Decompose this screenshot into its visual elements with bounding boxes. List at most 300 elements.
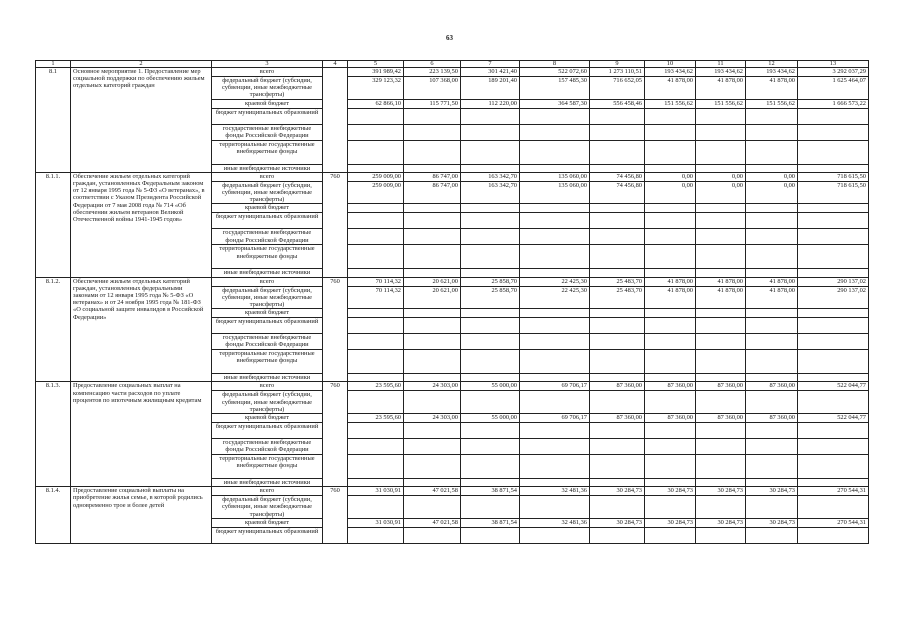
amount-cell: 86 747,00 [404, 181, 461, 204]
amount-cell: 718 615,50 [798, 172, 869, 181]
amount-cell [645, 108, 696, 124]
funding-source-label: территориальные государственные внебюджетные фонды [212, 455, 323, 479]
amount-cell [696, 108, 746, 124]
funding-source-label: краевой бюджет [212, 518, 323, 527]
amount-cell [520, 245, 590, 269]
amount-cell: 30 284,73 [645, 487, 696, 496]
section-col4-code: 760 [323, 487, 348, 544]
amount-cell [798, 318, 869, 334]
amount-cell [696, 527, 746, 543]
amount-cell [520, 455, 590, 479]
column-header: 6 [404, 61, 461, 68]
amount-cell [645, 204, 696, 213]
amount-cell [645, 318, 696, 334]
amount-cell [645, 350, 696, 374]
amount-cell: 556 458,46 [590, 99, 645, 108]
amount-cell: 38 871,54 [461, 518, 520, 527]
amount-cell: 41 878,00 [645, 277, 696, 286]
amount-cell: 290 137,02 [798, 277, 869, 286]
budget-table-body [36, 68, 869, 544]
amount-cell [696, 479, 746, 487]
section-title: Основное мероприятие 1. Предоставление мер социальной поддержки по обеспечению жильем отдельных категорий граждан [71, 68, 212, 173]
amount-cell [590, 124, 645, 140]
amount-cell [645, 245, 696, 269]
amount-cell [645, 213, 696, 229]
amount-cell: 290 137,02 [798, 286, 869, 309]
amount-cell: 32 481,36 [520, 487, 590, 496]
amount-cell [404, 423, 461, 439]
amount-cell [520, 108, 590, 124]
amount-cell [404, 334, 461, 350]
amount-cell [746, 108, 798, 124]
amount-cell [746, 124, 798, 140]
amount-cell [696, 374, 746, 382]
amount-cell [590, 164, 645, 172]
amount-cell: 87 360,00 [590, 414, 645, 423]
funding-source-label: территориальные государственные внебюджетные фонды [212, 140, 323, 164]
amount-cell [590, 108, 645, 124]
amount-cell [348, 423, 404, 439]
amount-cell: 189 201,40 [461, 77, 520, 100]
amount-cell [746, 245, 798, 269]
amount-cell: 20 621,00 [404, 277, 461, 286]
amount-cell [590, 496, 645, 519]
amount-cell [798, 229, 869, 245]
amount-cell [746, 391, 798, 414]
funding-source-label: краевой бюджет [212, 414, 323, 423]
funding-source-label: государственные внебюджетные фонды Российской Федерации [212, 229, 323, 245]
amount-cell [696, 229, 746, 245]
amount-cell [348, 374, 404, 382]
amount-cell: 0,00 [645, 172, 696, 181]
amount-cell [348, 496, 404, 519]
amount-cell: 87 360,00 [696, 382, 746, 391]
amount-cell [645, 391, 696, 414]
amount-cell [348, 309, 404, 318]
amount-cell: 32 481,36 [520, 518, 590, 527]
amount-cell [798, 496, 869, 519]
amount-cell: 31 030,91 [348, 518, 404, 527]
funding-source-label: иные внебюджетные источники [212, 374, 323, 382]
amount-cell: 30 284,73 [696, 487, 746, 496]
amount-cell [798, 423, 869, 439]
amount-cell [798, 309, 869, 318]
amount-cell: 23 595,60 [348, 382, 404, 391]
funding-source-label: бюджет муниципальных образований [212, 213, 323, 229]
amount-cell: 522 044,77 [798, 382, 869, 391]
amount-cell [461, 455, 520, 479]
amount-cell [461, 245, 520, 269]
amount-cell: 70 114,32 [348, 286, 404, 309]
amount-cell [520, 213, 590, 229]
amount-cell [746, 204, 798, 213]
funding-source-label: государственные внебюджетные фонды Российской Федерации [212, 439, 323, 455]
amount-cell: 41 878,00 [746, 277, 798, 286]
amount-cell [696, 439, 746, 455]
amount-cell [348, 391, 404, 414]
amount-cell [348, 439, 404, 455]
amount-cell [404, 527, 461, 543]
amount-cell: 259 009,00 [348, 172, 404, 181]
amount-cell: 157 485,30 [520, 77, 590, 100]
amount-cell [404, 108, 461, 124]
amount-cell [520, 140, 590, 164]
amount-cell: 1 625 464,07 [798, 77, 869, 100]
amount-cell [746, 140, 798, 164]
column-header: 13 [798, 61, 869, 68]
amount-cell [461, 269, 520, 277]
funding-source-label: территориальные государственные внебюджетные фонды [212, 350, 323, 374]
amount-cell [520, 439, 590, 455]
amount-cell [645, 269, 696, 277]
amount-cell [590, 391, 645, 414]
amount-cell: 41 878,00 [696, 77, 746, 100]
amount-cell: 163 342,70 [461, 172, 520, 181]
amount-cell: 87 360,00 [746, 382, 798, 391]
amount-cell: 22 425,30 [520, 286, 590, 309]
funding-source-label: государственные внебюджетные фонды Российской Федерации [212, 124, 323, 140]
amount-cell [645, 164, 696, 172]
amount-cell: 55 000,00 [461, 414, 520, 423]
section-col4-code: 760 [323, 277, 348, 382]
amount-cell: 0,00 [696, 172, 746, 181]
funding-source-label: федеральный бюджет (субсидии, субвенции, иные межбюджетные трансферты) [212, 286, 323, 309]
amount-cell: 41 878,00 [696, 286, 746, 309]
amount-cell [404, 245, 461, 269]
amount-cell: 0,00 [696, 181, 746, 204]
amount-cell: 25 483,70 [590, 286, 645, 309]
amount-cell [590, 269, 645, 277]
amount-cell [404, 479, 461, 487]
amount-cell [798, 439, 869, 455]
amount-cell [520, 229, 590, 245]
amount-cell: 270 544,31 [798, 487, 869, 496]
amount-cell [590, 309, 645, 318]
amount-cell [746, 527, 798, 543]
amount-cell [746, 479, 798, 487]
amount-cell [348, 229, 404, 245]
amount-cell [696, 423, 746, 439]
amount-cell [798, 204, 869, 213]
amount-cell [645, 439, 696, 455]
amount-cell [590, 140, 645, 164]
amount-cell [404, 229, 461, 245]
amount-cell [746, 309, 798, 318]
amount-cell: 30 284,73 [590, 518, 645, 527]
table-row [36, 277, 869, 286]
amount-cell [404, 140, 461, 164]
amount-cell [645, 334, 696, 350]
amount-cell [348, 269, 404, 277]
page-number: 63 [446, 34, 453, 42]
amount-cell: 87 360,00 [590, 382, 645, 391]
amount-cell [461, 350, 520, 374]
funding-source-label: бюджет муниципальных образований [212, 527, 323, 543]
amount-cell [746, 229, 798, 245]
amount-cell [461, 374, 520, 382]
amount-cell [746, 334, 798, 350]
amount-cell [645, 309, 696, 318]
funding-source-label: государственные внебюджетные фонды Российской Федерации [212, 334, 323, 350]
column-header: 9 [590, 61, 645, 68]
amount-cell: 193 434,62 [645, 68, 696, 77]
amount-cell [404, 124, 461, 140]
column-header: 11 [696, 61, 746, 68]
amount-cell [461, 140, 520, 164]
amount-cell [348, 334, 404, 350]
amount-cell [645, 496, 696, 519]
amount-cell [798, 164, 869, 172]
funding-source-label: краевой бюджет [212, 204, 323, 213]
amount-cell: 30 284,73 [746, 487, 798, 496]
amount-cell [645, 124, 696, 140]
amount-cell [348, 350, 404, 374]
amount-cell [798, 455, 869, 479]
amount-cell: 3 292 037,29 [798, 68, 869, 77]
amount-cell [696, 496, 746, 519]
amount-cell [404, 439, 461, 455]
amount-cell: 87 360,00 [645, 382, 696, 391]
amount-cell [696, 391, 746, 414]
amount-cell: 31 030,91 [348, 487, 404, 496]
budget-table [35, 60, 869, 544]
amount-cell: 522 072,60 [520, 68, 590, 77]
amount-cell [404, 269, 461, 277]
amount-cell: 69 706,17 [520, 382, 590, 391]
column-header: 1 [36, 61, 71, 68]
amount-cell [746, 455, 798, 479]
amount-cell: 41 878,00 [696, 277, 746, 286]
amount-cell [590, 318, 645, 334]
amount-cell [348, 124, 404, 140]
amount-cell [746, 374, 798, 382]
amount-cell: 24 303,00 [404, 414, 461, 423]
amount-cell [798, 269, 869, 277]
amount-cell: 87 360,00 [696, 414, 746, 423]
amount-cell: 1 666 573,22 [798, 99, 869, 108]
table-row [36, 172, 869, 181]
amount-cell [696, 213, 746, 229]
funding-source-label: краевой бюджет [212, 309, 323, 318]
amount-cell [590, 479, 645, 487]
amount-cell [798, 124, 869, 140]
amount-cell [798, 213, 869, 229]
amount-cell: 193 434,62 [696, 68, 746, 77]
amount-cell [590, 229, 645, 245]
amount-cell: 87 360,00 [645, 414, 696, 423]
amount-cell [461, 124, 520, 140]
amount-cell [520, 164, 590, 172]
amount-cell: 41 878,00 [645, 77, 696, 100]
amount-cell [461, 318, 520, 334]
amount-cell: 74 456,80 [590, 181, 645, 204]
amount-cell: 112 220,00 [461, 99, 520, 108]
amount-cell [348, 318, 404, 334]
funding-source-label: всего [212, 68, 323, 77]
amount-cell: 30 284,73 [590, 487, 645, 496]
amount-cell: 0,00 [645, 181, 696, 204]
amount-cell [590, 439, 645, 455]
column-header: 4 [323, 61, 348, 68]
amount-cell [798, 479, 869, 487]
amount-cell [798, 350, 869, 374]
amount-cell: 270 544,31 [798, 518, 869, 527]
amount-cell [348, 213, 404, 229]
amount-cell: 135 060,00 [520, 172, 590, 181]
amount-cell [404, 496, 461, 519]
section-title: Предоставление социальных выплат на компенсацию части расходов по уплате процентов по ипотечным жилищным кредитам [71, 382, 212, 487]
amount-cell [798, 391, 869, 414]
amount-cell: 47 021,58 [404, 487, 461, 496]
section-col4-code: 760 [323, 172, 348, 277]
amount-cell [696, 350, 746, 374]
funding-source-label: федеральный бюджет (субсидии, субвенции, иные межбюджетные трансферты) [212, 391, 323, 414]
amount-cell: 38 871,54 [461, 487, 520, 496]
funding-source-label: иные внебюджетные источники [212, 164, 323, 172]
amount-cell [348, 140, 404, 164]
amount-cell: 41 878,00 [746, 77, 798, 100]
amount-cell: 74 456,80 [590, 172, 645, 181]
amount-cell [461, 229, 520, 245]
amount-cell [461, 204, 520, 213]
amount-cell: 62 866,10 [348, 99, 404, 108]
amount-cell [404, 391, 461, 414]
amount-cell: 115 771,50 [404, 99, 461, 108]
amount-cell [520, 423, 590, 439]
amount-cell [645, 455, 696, 479]
section-title: Предоставление социальной выплаты на приобретение жилья семье, в которой родились одновременно трое и более детей [71, 487, 212, 544]
amount-cell [348, 527, 404, 543]
amount-cell [461, 439, 520, 455]
amount-cell [461, 423, 520, 439]
amount-cell: 151 556,62 [746, 99, 798, 108]
amount-cell [461, 479, 520, 487]
funding-source-label: всего [212, 487, 323, 496]
amount-cell: 25 858,70 [461, 277, 520, 286]
section-code: 8.1.3. [36, 382, 71, 487]
amount-cell [520, 496, 590, 519]
amount-cell: 301 421,40 [461, 68, 520, 77]
amount-cell [746, 164, 798, 172]
amount-cell [520, 479, 590, 487]
funding-source-label: бюджет муниципальных образований [212, 108, 323, 124]
amount-cell: 151 556,62 [645, 99, 696, 108]
amount-cell: 87 360,00 [746, 414, 798, 423]
amount-cell [696, 245, 746, 269]
amount-cell [696, 204, 746, 213]
amount-cell: 30 284,73 [645, 518, 696, 527]
amount-cell [404, 204, 461, 213]
amount-cell: 391 989,42 [348, 68, 404, 77]
amount-cell [520, 334, 590, 350]
amount-cell: 41 878,00 [746, 286, 798, 309]
amount-cell: 364 587,30 [520, 99, 590, 108]
amount-cell [746, 423, 798, 439]
amount-cell [645, 140, 696, 164]
section-code: 8.1.4. [36, 487, 71, 544]
amount-cell: 0,00 [746, 172, 798, 181]
amount-cell: 25 483,70 [590, 277, 645, 286]
amount-cell: 23 595,60 [348, 414, 404, 423]
section-code: 8.1.2. [36, 277, 71, 382]
amount-cell [461, 334, 520, 350]
amount-cell [645, 423, 696, 439]
amount-cell [461, 309, 520, 318]
amount-cell [645, 527, 696, 543]
amount-cell [798, 334, 869, 350]
amount-cell: 69 706,17 [520, 414, 590, 423]
amount-cell [520, 391, 590, 414]
amount-cell: 47 021,58 [404, 518, 461, 527]
amount-cell [404, 318, 461, 334]
amount-cell: 193 434,62 [746, 68, 798, 77]
amount-cell [520, 204, 590, 213]
column-header: 12 [746, 61, 798, 68]
amount-cell [746, 350, 798, 374]
amount-cell [746, 439, 798, 455]
amount-cell [696, 269, 746, 277]
amount-cell: 22 425,30 [520, 277, 590, 286]
section-code: 8.1.1. [36, 172, 71, 277]
amount-cell [404, 164, 461, 172]
amount-cell [404, 455, 461, 479]
amount-cell: 163 342,70 [461, 181, 520, 204]
funding-source-label: федеральный бюджет (субсидии, субвенции, иные межбюджетные трансферты) [212, 77, 323, 100]
amount-cell [520, 318, 590, 334]
amount-cell [590, 204, 645, 213]
amount-cell [348, 108, 404, 124]
amount-cell: 107 368,00 [404, 77, 461, 100]
amount-cell: 41 878,00 [645, 286, 696, 309]
section-title: Обеспечение жильем отдельных категорий граждан, установленных Федеральным законом от 12 января 1995 года № 5-ФЗ «О ветеранах», в соответствии с Указом Президента Российской Федерации от 7 мая 2008 года № 714 «Об обеспечении жильем ветеранов Великой Отечественной войны 1941-1945 годов» [71, 172, 212, 277]
amount-cell [798, 108, 869, 124]
amount-cell: 30 284,73 [746, 518, 798, 527]
amount-cell [520, 374, 590, 382]
amount-cell [746, 269, 798, 277]
amount-cell [746, 318, 798, 334]
column-header-row [36, 61, 869, 68]
amount-cell [348, 164, 404, 172]
funding-source-label: бюджет муниципальных образований [212, 423, 323, 439]
funding-source-label: всего [212, 382, 323, 391]
funding-source-label: иные внебюджетные источники [212, 269, 323, 277]
amount-cell [348, 479, 404, 487]
amount-cell: 259 009,00 [348, 181, 404, 204]
amount-cell [520, 527, 590, 543]
amount-cell: 151 556,62 [696, 99, 746, 108]
amount-cell: 0,00 [746, 181, 798, 204]
column-header: 3 [212, 61, 323, 68]
amount-cell: 25 858,70 [461, 286, 520, 309]
column-header: 7 [461, 61, 520, 68]
amount-cell: 70 114,32 [348, 277, 404, 286]
amount-cell [645, 229, 696, 245]
amount-cell [590, 423, 645, 439]
amount-cell: 55 000,00 [461, 382, 520, 391]
amount-cell [590, 374, 645, 382]
amount-cell [404, 213, 461, 229]
amount-cell: 86 747,00 [404, 172, 461, 181]
amount-cell [746, 496, 798, 519]
amount-cell [696, 309, 746, 318]
column-header: 2 [71, 61, 212, 68]
amount-cell: 24 303,00 [404, 382, 461, 391]
amount-cell [696, 164, 746, 172]
section-col4-code [323, 68, 348, 173]
funding-source-label: иные внебюджетные источники [212, 479, 323, 487]
amount-cell [798, 245, 869, 269]
amount-cell [590, 350, 645, 374]
